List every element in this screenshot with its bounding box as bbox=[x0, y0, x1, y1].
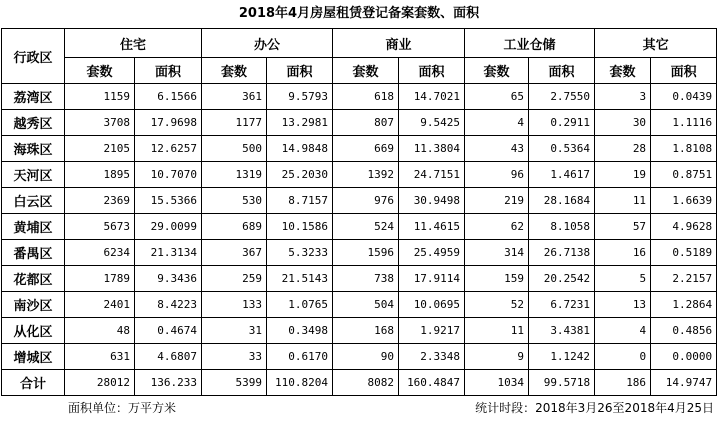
table-row bbox=[2, 240, 717, 266]
subheader-count: 套数 bbox=[202, 58, 267, 84]
count-cell: 530 bbox=[202, 188, 267, 214]
count-cell: 689 bbox=[202, 214, 267, 240]
area-cell: 1.2864 bbox=[651, 292, 717, 318]
area-cell: 0.2911 bbox=[529, 110, 595, 136]
area-cell: 1.4617 bbox=[529, 162, 595, 188]
area-cell: 9.5425 bbox=[399, 110, 465, 136]
area-cell: 10.0695 bbox=[399, 292, 465, 318]
count-cell: 4 bbox=[595, 318, 651, 344]
count-cell: 361 bbox=[202, 84, 267, 110]
count-cell: 1392 bbox=[333, 162, 399, 188]
table-title: 2018年4月房屋租赁登记备案套数、面积 bbox=[238, 6, 480, 21]
count-cell: 1177 bbox=[202, 110, 267, 136]
area-cell: 0.8751 bbox=[651, 162, 717, 188]
area-cell: 29.0099 bbox=[135, 214, 202, 240]
area-cell: 0.4674 bbox=[135, 318, 202, 344]
count-cell: 9 bbox=[465, 344, 529, 370]
area-cell: 28.1684 bbox=[529, 188, 595, 214]
district-header: 行政区 bbox=[2, 29, 65, 84]
count-cell: 28012 bbox=[65, 370, 135, 396]
area-cell: 2.7550 bbox=[529, 84, 595, 110]
table-row bbox=[2, 188, 717, 214]
count-cell: 3708 bbox=[65, 110, 135, 136]
area-cell: 1.8108 bbox=[651, 136, 717, 162]
subheader-count: 套数 bbox=[65, 58, 135, 84]
area-cell: 110.8204 bbox=[267, 370, 333, 396]
group-header-industrial: 工业仓储 bbox=[465, 29, 595, 58]
area-cell: 160.4847 bbox=[399, 370, 465, 396]
count-cell: 2105 bbox=[65, 136, 135, 162]
count-cell: 13 bbox=[595, 292, 651, 318]
count-cell: 6234 bbox=[65, 240, 135, 266]
subheader-count: 套数 bbox=[595, 58, 651, 84]
count-cell: 31 bbox=[202, 318, 267, 344]
table-row bbox=[2, 266, 717, 292]
count-cell: 500 bbox=[202, 136, 267, 162]
area-cell: 6.1566 bbox=[135, 84, 202, 110]
area-cell: 25.4959 bbox=[399, 240, 465, 266]
count-cell: 219 bbox=[465, 188, 529, 214]
table-row bbox=[2, 292, 717, 318]
area-cell: 11.3804 bbox=[399, 136, 465, 162]
count-cell: 19 bbox=[595, 162, 651, 188]
area-cell: 21.5143 bbox=[267, 266, 333, 292]
district-cell: 番禺区 bbox=[2, 240, 65, 266]
area-cell: 11.4615 bbox=[399, 214, 465, 240]
area-cell: 0.5364 bbox=[529, 136, 595, 162]
area-cell: 1.1242 bbox=[529, 344, 595, 370]
count-cell: 133 bbox=[202, 292, 267, 318]
subheader-count: 套数 bbox=[333, 58, 399, 84]
district-cell: 海珠区 bbox=[2, 136, 65, 162]
district-cell: 越秀区 bbox=[2, 110, 65, 136]
district-cell: 黄埔区 bbox=[2, 214, 65, 240]
count-cell: 618 bbox=[333, 84, 399, 110]
area-cell: 26.7138 bbox=[529, 240, 595, 266]
count-cell: 1895 bbox=[65, 162, 135, 188]
area-cell: 99.5718 bbox=[529, 370, 595, 396]
count-cell: 976 bbox=[333, 188, 399, 214]
count-cell: 3 bbox=[595, 84, 651, 110]
count-cell: 48 bbox=[65, 318, 135, 344]
count-cell: 367 bbox=[202, 240, 267, 266]
district-cell: 从化区 bbox=[2, 318, 65, 344]
area-cell: 6.7231 bbox=[529, 292, 595, 318]
area-cell: 5.3233 bbox=[267, 240, 333, 266]
area-cell: 9.3436 bbox=[135, 266, 202, 292]
district-cell: 合计 bbox=[2, 370, 65, 396]
area-cell: 8.4223 bbox=[135, 292, 202, 318]
count-cell: 33 bbox=[202, 344, 267, 370]
area-cell: 2.3348 bbox=[399, 344, 465, 370]
group-header-other: 其它 bbox=[595, 29, 717, 58]
count-cell: 5 bbox=[595, 266, 651, 292]
subheader-count: 套数 bbox=[465, 58, 529, 84]
district-cell: 天河区 bbox=[2, 162, 65, 188]
count-cell: 807 bbox=[333, 110, 399, 136]
area-cell: 13.2981 bbox=[267, 110, 333, 136]
rental-registration-table bbox=[1, 28, 717, 396]
count-cell: 90 bbox=[333, 344, 399, 370]
count-cell: 16 bbox=[595, 240, 651, 266]
count-cell: 65 bbox=[465, 84, 529, 110]
area-cell: 15.5366 bbox=[135, 188, 202, 214]
count-cell: 62 bbox=[465, 214, 529, 240]
subheader-area: 面积 bbox=[267, 58, 333, 84]
area-cell: 17.9114 bbox=[399, 266, 465, 292]
district-cell: 南沙区 bbox=[2, 292, 65, 318]
statistics-period-note: 统计时段：2018年3月26至2018年4月25日 bbox=[475, 401, 714, 415]
count-cell: 43 bbox=[465, 136, 529, 162]
table-row bbox=[2, 110, 717, 136]
count-cell: 30 bbox=[595, 110, 651, 136]
area-cell: 0.3498 bbox=[267, 318, 333, 344]
area-cell: 0.0000 bbox=[651, 344, 717, 370]
count-cell: 524 bbox=[333, 214, 399, 240]
count-cell: 11 bbox=[595, 188, 651, 214]
subheader-area: 面积 bbox=[399, 58, 465, 84]
count-cell: 186 bbox=[595, 370, 651, 396]
count-cell: 5399 bbox=[202, 370, 267, 396]
area-cell: 21.3134 bbox=[135, 240, 202, 266]
count-cell: 631 bbox=[65, 344, 135, 370]
area-cell: 30.9498 bbox=[399, 188, 465, 214]
table-row bbox=[2, 318, 717, 344]
table-row bbox=[2, 84, 717, 110]
count-cell: 8082 bbox=[333, 370, 399, 396]
count-cell: 96 bbox=[465, 162, 529, 188]
count-cell: 159 bbox=[465, 266, 529, 292]
area-cell: 136.233 bbox=[135, 370, 202, 396]
count-cell: 0 bbox=[595, 344, 651, 370]
area-cell: 9.5793 bbox=[267, 84, 333, 110]
count-cell: 4 bbox=[465, 110, 529, 136]
count-cell: 669 bbox=[333, 136, 399, 162]
count-cell: 168 bbox=[333, 318, 399, 344]
count-cell: 738 bbox=[333, 266, 399, 292]
table-row bbox=[2, 162, 717, 188]
count-cell: 57 bbox=[595, 214, 651, 240]
subheader-area: 面积 bbox=[651, 58, 717, 84]
area-cell: 3.4381 bbox=[529, 318, 595, 344]
area-cell: 17.9698 bbox=[135, 110, 202, 136]
area-cell: 25.2030 bbox=[267, 162, 333, 188]
count-cell: 2369 bbox=[65, 188, 135, 214]
count-cell: 5673 bbox=[65, 214, 135, 240]
count-cell: 1789 bbox=[65, 266, 135, 292]
district-cell: 白云区 bbox=[2, 188, 65, 214]
count-cell: 1034 bbox=[465, 370, 529, 396]
count-cell: 2401 bbox=[65, 292, 135, 318]
group-header-commercial: 商业 bbox=[333, 29, 465, 58]
area-cell: 0.4856 bbox=[651, 318, 717, 344]
count-cell: 28 bbox=[595, 136, 651, 162]
area-cell: 0.0439 bbox=[651, 84, 717, 110]
area-cell: 10.1586 bbox=[267, 214, 333, 240]
district-cell: 荔湾区 bbox=[2, 84, 65, 110]
count-cell: 11 bbox=[465, 318, 529, 344]
table-row bbox=[2, 214, 717, 240]
count-cell: 259 bbox=[202, 266, 267, 292]
district-cell: 增城区 bbox=[2, 344, 65, 370]
subheader-area: 面积 bbox=[529, 58, 595, 84]
area-cell: 0.6170 bbox=[267, 344, 333, 370]
area-cell: 1.9217 bbox=[399, 318, 465, 344]
count-cell: 1319 bbox=[202, 162, 267, 188]
area-unit-note: 面积单位：万平方米 bbox=[68, 401, 177, 415]
area-cell: 1.6639 bbox=[651, 188, 717, 214]
area-cell: 14.7021 bbox=[399, 84, 465, 110]
area-cell: 10.7070 bbox=[135, 162, 202, 188]
area-cell: 0.5189 bbox=[651, 240, 717, 266]
area-cell: 1.0765 bbox=[267, 292, 333, 318]
table-row bbox=[2, 136, 717, 162]
count-cell: 52 bbox=[465, 292, 529, 318]
area-cell: 4.6807 bbox=[135, 344, 202, 370]
group-header-residential: 住宅 bbox=[65, 29, 202, 58]
count-cell: 1596 bbox=[333, 240, 399, 266]
area-cell: 8.7157 bbox=[267, 188, 333, 214]
area-cell: 12.6257 bbox=[135, 136, 202, 162]
area-cell: 20.2542 bbox=[529, 266, 595, 292]
table-footer bbox=[0, 396, 718, 420]
count-cell: 314 bbox=[465, 240, 529, 266]
count-cell: 504 bbox=[333, 292, 399, 318]
total-row bbox=[2, 370, 717, 396]
area-cell: 1.1116 bbox=[651, 110, 717, 136]
area-cell: 14.9848 bbox=[267, 136, 333, 162]
area-cell: 14.9747 bbox=[651, 370, 717, 396]
group-header-office: 办公 bbox=[202, 29, 333, 58]
district-cell: 花都区 bbox=[2, 266, 65, 292]
area-cell: 2.2157 bbox=[651, 266, 717, 292]
subheader-area: 面积 bbox=[135, 58, 202, 84]
table-row bbox=[2, 344, 717, 370]
area-cell: 8.1058 bbox=[529, 214, 595, 240]
area-cell: 24.7151 bbox=[399, 162, 465, 188]
count-cell: 1159 bbox=[65, 84, 135, 110]
area-cell: 4.9628 bbox=[651, 214, 717, 240]
